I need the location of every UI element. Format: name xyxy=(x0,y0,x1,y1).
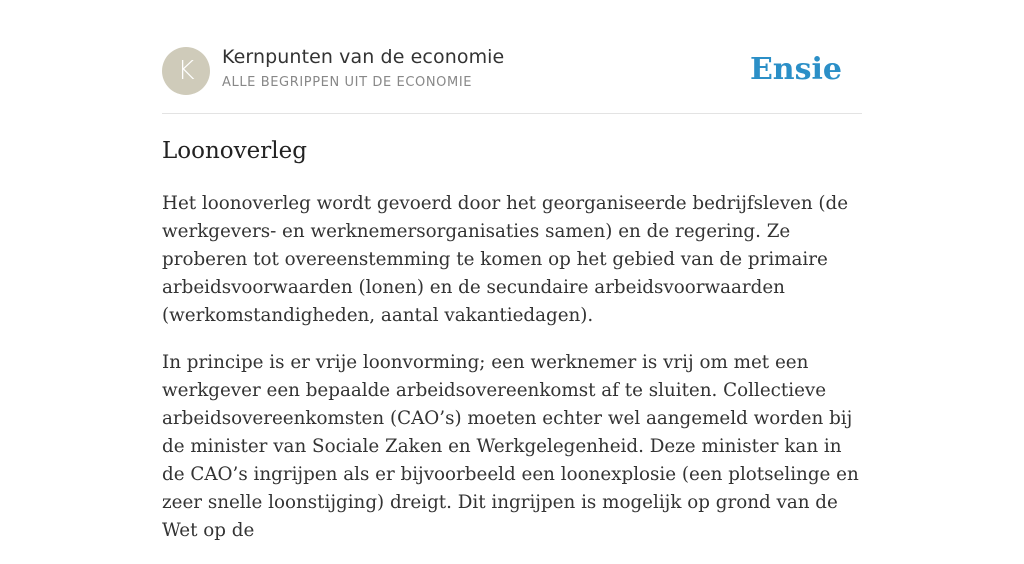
header-divider xyxy=(162,113,862,114)
article-body xyxy=(162,190,862,564)
article-paragraph: In principe is er vrije loonvorming; een werknemer is vrij om met een werkgever een bepaalde arbeidsovereenkomst af te sluiten. Collectieve arbeidsovereenkomsten (CAO’s) moeten echter wel aangemeld worden bij de minister van Sociale Zaken en Werkgelegenheid. Deze minister kan in de CAO’s ingrijpen als er bijvoorbeeld een loonexplosie (een plotselinge en zeer snelle loonstijging) dreigt. Dit ingrijpen is mogelijk op grond van de Wet op de xyxy=(162,352,859,541)
site-subtitle: ALLE BEGRIPPEN UIT DE ECONOMIE xyxy=(222,75,473,90)
site-header xyxy=(162,46,862,96)
article-paragraph: Het loonoverleg wordt gevoerd door het georganiseerde bedrijfsleven (de werkgevers- en werknemersorganisaties samen) en de regering. Ze proberen tot overeenstemming te komen op het gebied van de primaire arbeidsvoorwaarden (lonen) en de secundaire arbeidsvoorwaarden (werkomstandigheden, aantal vakantiedagen). xyxy=(162,193,849,326)
page-title: Loonoverleg xyxy=(162,138,307,164)
avatar[interactable]: K xyxy=(162,47,210,95)
brand-logo[interactable]: Ensie xyxy=(749,52,842,87)
site-title[interactable]: Kernpunten van de economie xyxy=(222,46,505,68)
